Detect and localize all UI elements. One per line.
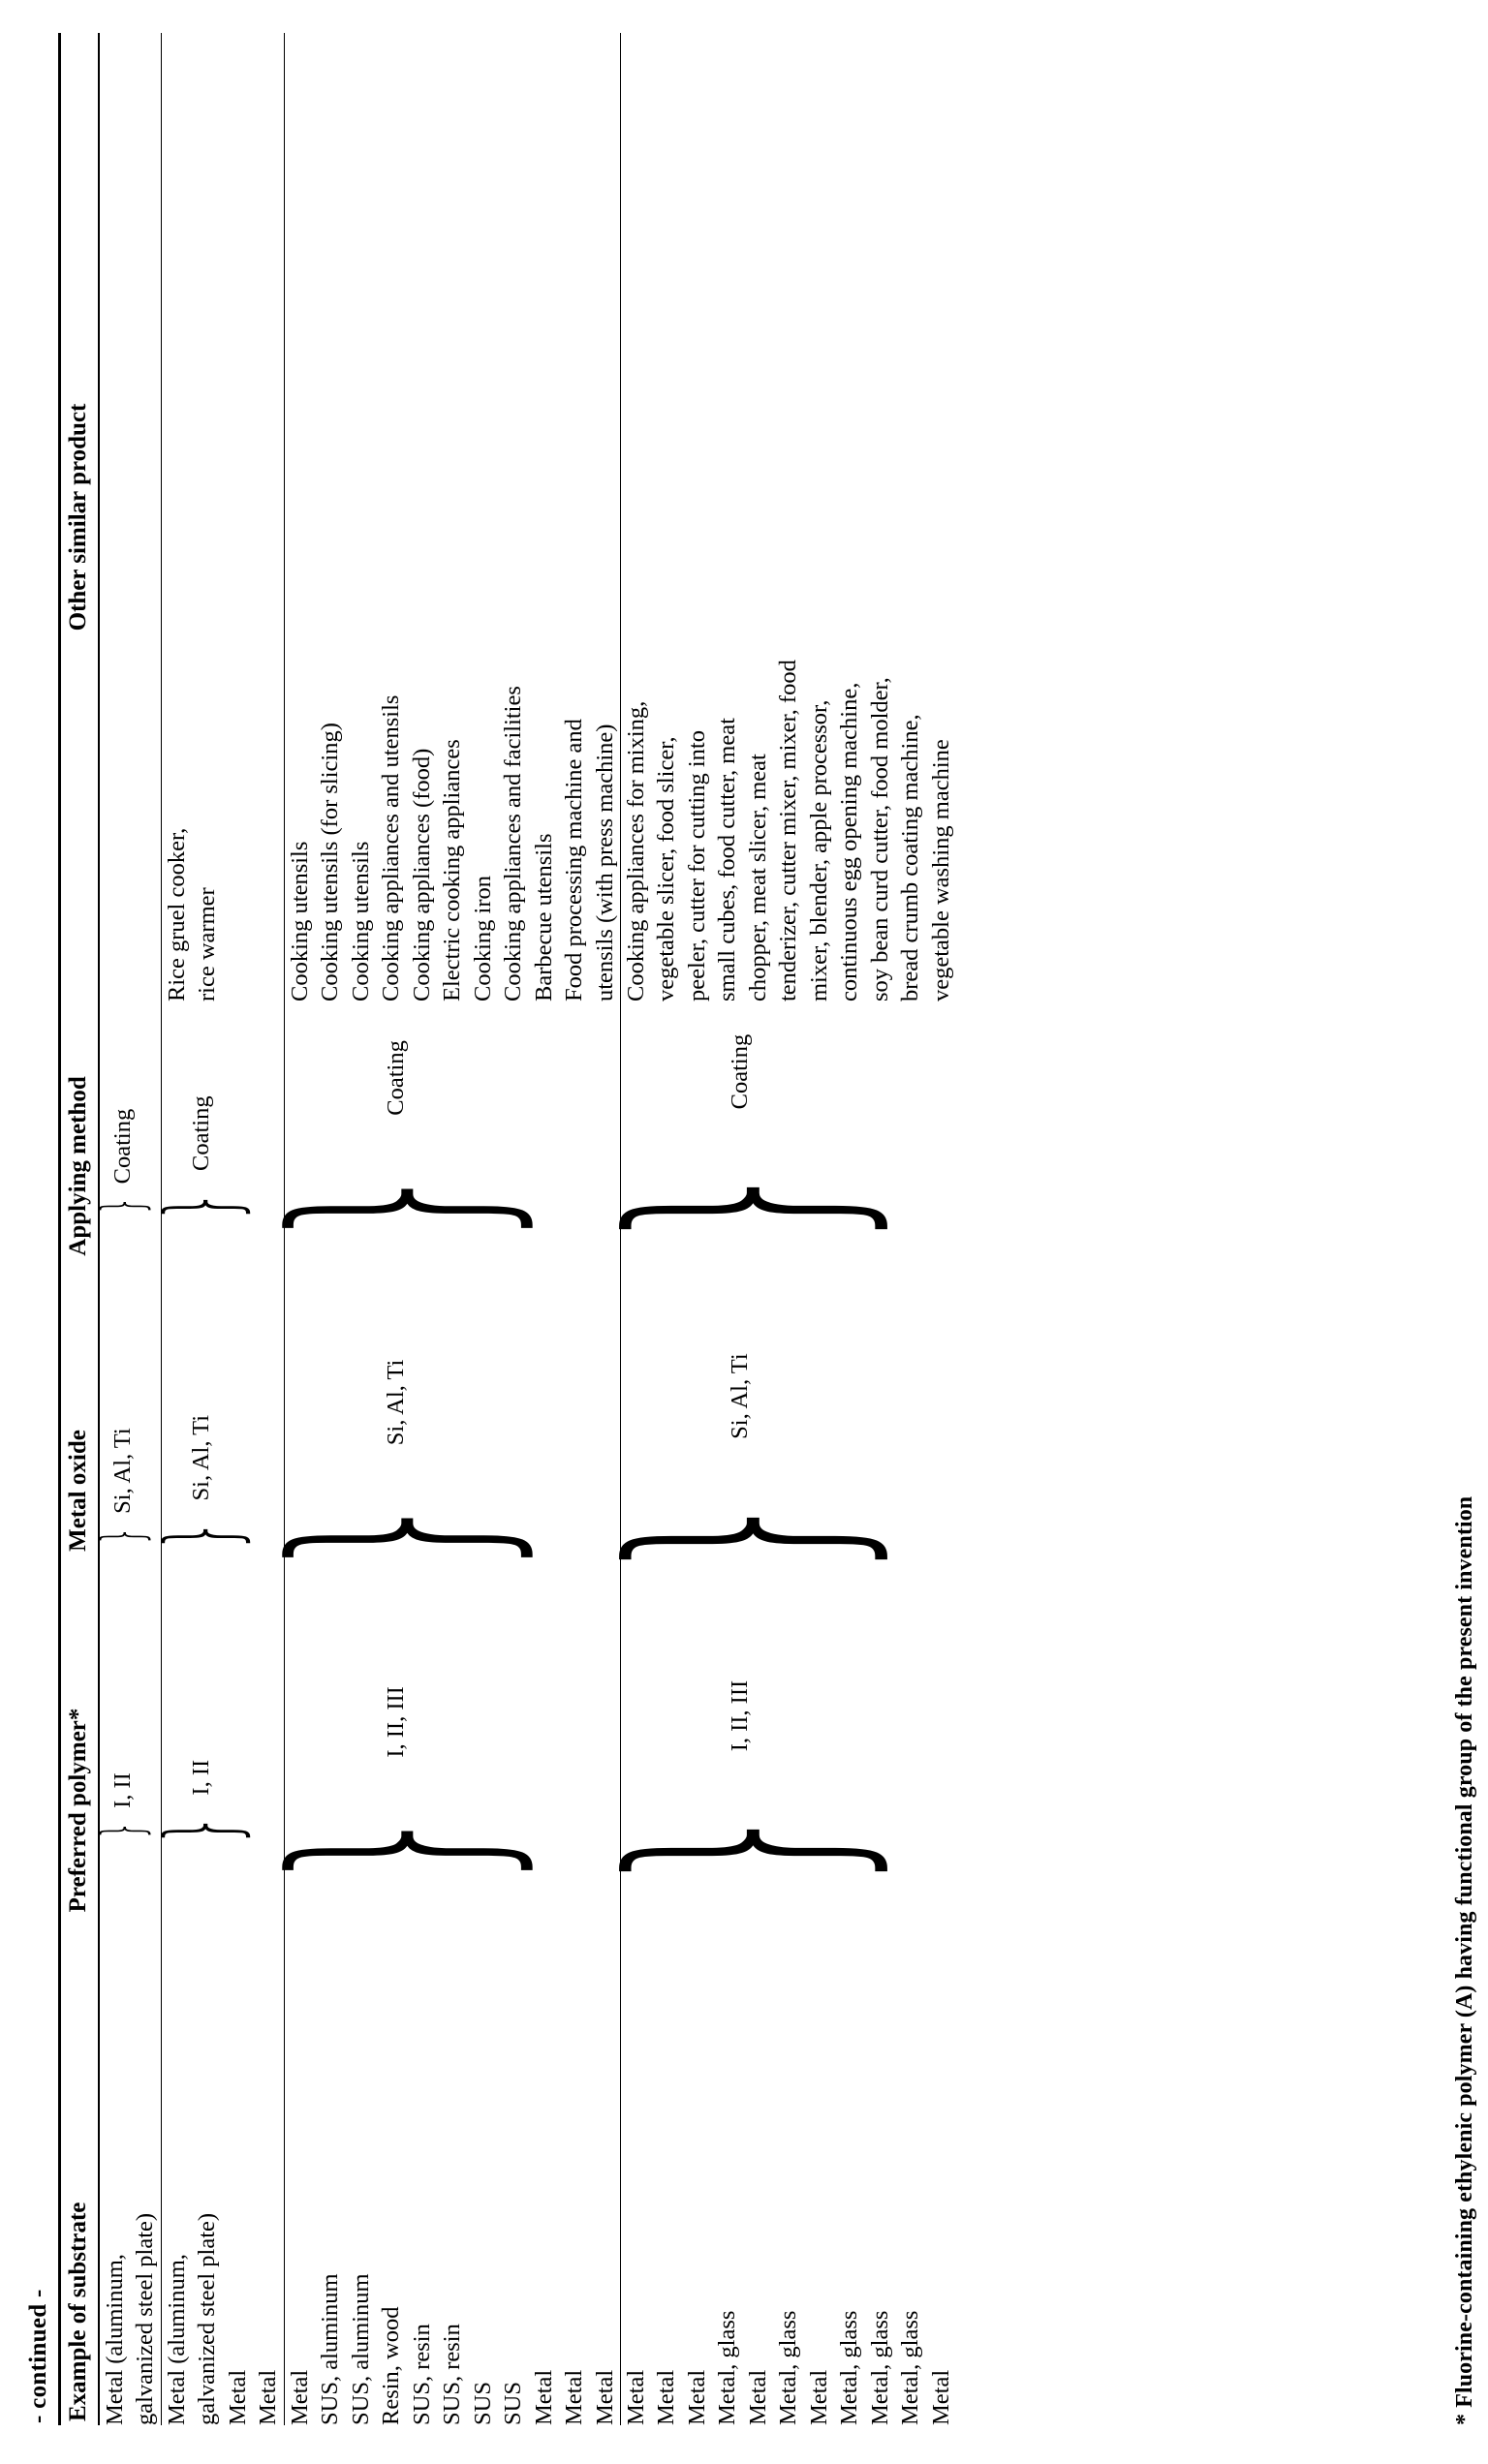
brace-icon: } xyxy=(89,1820,155,1840)
substrate-line: Metal xyxy=(255,2369,282,2425)
method-value: Coating xyxy=(188,1095,215,1171)
method-value: Coating xyxy=(382,1040,409,1116)
cell-product-block-1 xyxy=(99,33,161,1001)
substrate-line: Metal xyxy=(224,2369,251,2425)
substrate-line: galvanized steel plate) xyxy=(132,2212,159,2425)
column-header-oxide: Metal oxide xyxy=(60,1331,100,1650)
substrate-line: Metal xyxy=(927,2369,954,2425)
product-line: Cooking appliances (food) xyxy=(408,748,435,1001)
polymer-value: I, II xyxy=(188,1759,215,1796)
substrate-line: Metal xyxy=(744,2369,771,2425)
cell-product-block-2 xyxy=(161,33,284,1001)
brace-icon: } xyxy=(570,1155,909,1257)
substrate-line: SUS, resin xyxy=(439,2324,466,2425)
cell-substrate-block-1 xyxy=(99,1970,161,2425)
polymer-value: I, II, III xyxy=(382,1686,409,1758)
product-line: chopper, meat slicer, meat xyxy=(744,754,771,1001)
brace-icon: } xyxy=(89,1195,155,1216)
substrate-line: Metal xyxy=(591,2369,618,2425)
column-header-polymer: Preferred polymer* xyxy=(60,1650,100,1970)
substrate-line: Metal, glass xyxy=(775,2310,802,2425)
substrate-line: Metal xyxy=(653,2369,680,2425)
product-line: continuous egg opening machine, xyxy=(836,682,863,1001)
product-line: Cooking appliances for mixing, xyxy=(622,700,649,1001)
substrate-line: SUS xyxy=(500,2382,527,2425)
product-line: Cooking appliances and facilities xyxy=(500,686,527,1001)
product-line: small cubes, food cutter, meat xyxy=(714,718,741,1001)
product-line: rice warmer xyxy=(194,887,221,1001)
method-value: Coating xyxy=(727,1033,754,1110)
column-header-product: Other similar product xyxy=(60,33,100,1001)
product-line: Cooking utensils xyxy=(286,841,313,1001)
cell-method-block-1 xyxy=(89,1001,161,1331)
substrate-line: Metal xyxy=(683,2369,710,2425)
substrate-line: SUS xyxy=(469,2382,496,2425)
product-line: Cooking iron xyxy=(469,876,496,1001)
product-line: soy bean curd cutter, food molder, xyxy=(866,677,893,1001)
substrate-line: Metal, glass xyxy=(897,2310,924,2425)
brace-icon: } xyxy=(236,1157,553,1253)
table-row xyxy=(99,33,161,2425)
substrate-line: Metal xyxy=(805,2369,832,2425)
product-line: Cooking utensils (for slicing) xyxy=(317,723,344,1001)
product-line: vegetable slicer, food slicer, xyxy=(653,736,680,1001)
product-line: mixer, blender, apple processor, xyxy=(805,699,832,1001)
substrate-line: galvanized steel plate) xyxy=(194,2212,221,2425)
substrate-line: Metal (aluminum, xyxy=(163,2254,190,2425)
substrate-line: Metal xyxy=(286,2369,313,2425)
substrate-line: SUS, aluminum xyxy=(317,2273,344,2425)
cell-product-block-4 xyxy=(620,33,962,1001)
continued-label: - continued - xyxy=(25,2289,51,2423)
brace-icon: } xyxy=(89,1525,155,1546)
cell-oxide-block-1 xyxy=(89,1331,161,1650)
brace-icon: } xyxy=(570,1484,909,1586)
product-line: utensils (with press machine) xyxy=(591,724,618,1001)
substrate-line: Metal xyxy=(530,2369,557,2425)
cell-substrate-block-4 xyxy=(620,1970,962,2425)
product-line: peeler, cutter for cutting into xyxy=(683,730,710,1001)
substrate-line: Metal xyxy=(561,2369,588,2425)
cell-oxide-block-4 xyxy=(570,1331,962,1650)
substrate-line: SUS, resin xyxy=(408,2324,435,2425)
cell-product-block-3 xyxy=(284,33,620,1001)
brace-icon: } xyxy=(570,1797,909,1899)
cell-polymer-block-1 xyxy=(89,1650,161,1970)
table-header-row xyxy=(60,33,100,2425)
product-line: bread crumb coating machine, xyxy=(897,714,924,1001)
cell-substrate-block-2 xyxy=(161,1970,284,2425)
substrate-line: Metal (aluminum, xyxy=(102,2254,128,2425)
substrate-line: Metal, glass xyxy=(836,2310,863,2425)
table-row xyxy=(620,33,962,2425)
substrate-line: Resin, wood xyxy=(378,2306,405,2425)
oxide-value: Si, Al, Ti xyxy=(382,1359,409,1446)
brace-icon: } xyxy=(143,1518,258,1553)
brace-icon: } xyxy=(143,1188,258,1223)
substrate-line: Metal, glass xyxy=(714,2310,741,2425)
brace-icon: } xyxy=(236,1488,553,1584)
oxide-value: Si, Al, Ti xyxy=(188,1414,215,1501)
product-line: Barbecue utensils xyxy=(530,833,557,1001)
substrate-line: Metal xyxy=(622,2369,649,2425)
method-value: Coating xyxy=(109,1108,137,1185)
substrate-line: SUS, aluminum xyxy=(347,2273,374,2425)
column-header-method: Applying method xyxy=(60,1001,100,1331)
product-line: Rice gruel cooker, xyxy=(163,827,190,1001)
polymer-value: I, II xyxy=(109,1772,137,1808)
brace-icon: } xyxy=(143,1812,258,1847)
brace-icon: } xyxy=(236,1800,553,1895)
product-line: tenderizer, cutter mixer, mixer, food xyxy=(775,660,802,1001)
footnote: * Fluorine-containing ethylenic polymer (A) having functional group of the present invention xyxy=(1452,1495,1477,2425)
product-line: vegetable washing machine xyxy=(927,739,954,1001)
substrate-line: Metal, glass xyxy=(866,2310,893,2425)
product-line: Cooking appliances and utensils xyxy=(378,694,405,1001)
polymer-value: I, II, III xyxy=(727,1679,754,1752)
product-line: Food processing machine and xyxy=(561,719,588,1001)
column-header-substrate: Example of substrate xyxy=(60,1970,100,2425)
product-line: Cooking utensils xyxy=(347,841,374,1001)
specification-table xyxy=(58,33,962,2425)
oxide-value: Si, Al, Ti xyxy=(727,1353,754,1439)
cell-polymer-block-4 xyxy=(570,1650,962,1970)
cell-substrate-block-3 xyxy=(284,1970,620,2425)
cell-method-block-4 xyxy=(570,1001,962,1331)
product-line: Electric cooking appliances xyxy=(439,739,466,1001)
oxide-value: Si, Al, Ti xyxy=(109,1428,137,1514)
